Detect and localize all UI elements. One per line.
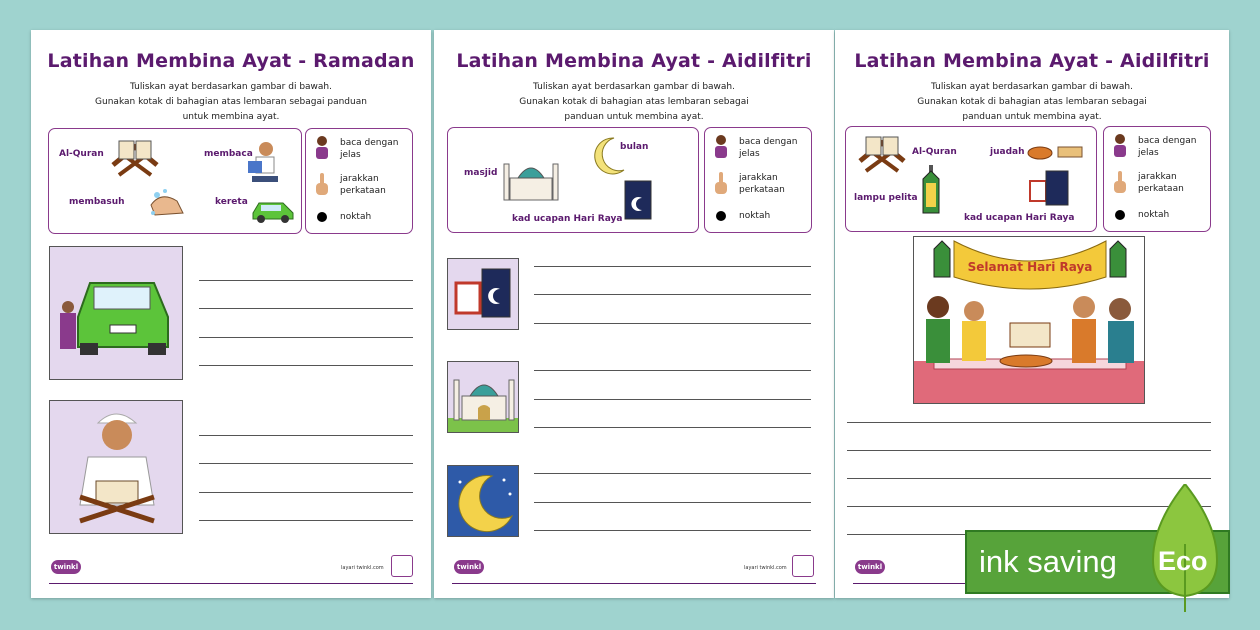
instruction-line: untuk membina ayat.	[182, 112, 280, 122]
crescent-moon-icon	[588, 134, 628, 178]
picture-car-wash	[49, 246, 183, 380]
writing-line	[847, 478, 1211, 479]
guide-read-text: baca dengan jelas	[1138, 136, 1197, 158]
full-stop-icon	[716, 211, 726, 221]
greeting-card-icon	[1028, 169, 1072, 207]
guide-read-text: baca dengan jelas	[739, 137, 798, 159]
word-kad-ucapan: kad ucapan Hari Raya	[964, 213, 1075, 223]
quality-badge-icon	[792, 555, 814, 577]
writing-guide-box	[1103, 126, 1211, 232]
picture-crescent-moon	[447, 465, 519, 537]
twinkl-logo: twinkl	[51, 560, 81, 574]
quality-badge-icon	[391, 555, 413, 577]
writing-line	[199, 365, 413, 366]
worksheet-aidilfitri-1	[434, 30, 834, 598]
guide-spacing-text: jarakkan perkataan	[1138, 172, 1184, 194]
footer-divider	[452, 583, 816, 584]
worksheet-instructions	[835, 80, 1229, 125]
instruction-line: panduan untuk membina ayat.	[962, 112, 1102, 122]
reading-child-icon	[713, 134, 729, 160]
writing-line	[847, 450, 1211, 451]
guide-spacing-text: jarakkan perkataan	[739, 173, 785, 195]
washing-hands-icon	[147, 187, 187, 221]
vocabulary-box	[447, 127, 699, 233]
eco-label: Eco	[1158, 546, 1208, 576]
worksheet-title: Latihan Membina Ayat - Aidilfitri	[456, 50, 812, 72]
instruction-line: panduan untuk membina ayat.	[564, 112, 704, 122]
quran-stand-icon	[109, 135, 161, 179]
writing-line	[534, 399, 811, 400]
writing-line	[199, 280, 413, 281]
guide-dot-text: noktah	[1138, 210, 1170, 220]
picture-mosque	[447, 361, 519, 433]
writing-line	[199, 308, 413, 309]
writing-line	[534, 473, 811, 474]
worksheet-instructions	[434, 80, 834, 125]
instruction-line: Tuliskan ayat berdasarkan gambar di bawah.	[130, 82, 332, 92]
footer-url: layari twinkl.com	[744, 565, 787, 571]
word-juadah: juadah	[990, 147, 1025, 157]
footer-url: layari twinkl.com	[341, 565, 384, 571]
guide-dot-text: noktah	[739, 211, 771, 221]
full-stop-icon	[1115, 210, 1125, 220]
greeting-card-icon	[624, 180, 652, 220]
car-icon	[249, 197, 297, 223]
instruction-line: Gunakan kotak di bahagian atas lembaran sebagai panduan	[95, 97, 367, 107]
picture-boy-reading-quran	[49, 400, 183, 534]
writing-line	[534, 294, 811, 295]
pointing-finger-icon	[713, 172, 729, 196]
footer-divider	[49, 583, 413, 584]
picture-greeting-cards	[447, 258, 519, 330]
writing-line	[847, 422, 1211, 423]
guide-spacing-text: jarakkan perkataan	[340, 174, 386, 196]
writing-line	[534, 323, 811, 324]
pointing-finger-icon	[1112, 171, 1128, 195]
quran-stand-icon	[856, 131, 908, 175]
reading-child-icon	[314, 135, 330, 161]
writing-line	[199, 520, 413, 521]
word-kereta: kereta	[215, 197, 248, 207]
vocabulary-box	[48, 128, 302, 234]
worksheet-ramadan	[31, 30, 431, 598]
guide-dot-text: noktah	[340, 212, 372, 222]
lantern-icon	[920, 165, 942, 225]
mosque-icon	[502, 156, 560, 202]
instruction-line: Gunakan kotak di bahagian atas lembaran sebagai	[519, 97, 749, 107]
child-reading-icon	[244, 139, 284, 187]
picture-hari-raya-celebration	[913, 236, 1145, 404]
word-al-quran: Al-Quran	[59, 149, 104, 159]
word-membaca: membaca	[204, 149, 253, 159]
word-lampu-pelita: lampu pelita	[854, 193, 918, 203]
word-membasuh: membasuh	[69, 197, 125, 207]
writing-line	[534, 530, 811, 531]
writing-line	[199, 463, 413, 464]
celebration-banner: Selamat Hari Raya	[967, 260, 1093, 274]
worksheet-title: Latihan Membina Ayat - Aidilfitri	[854, 50, 1210, 72]
writing-line	[534, 427, 811, 428]
word-masjid: masjid	[464, 168, 498, 178]
instruction-line: Tuliskan ayat berdasarkan gambar di bawah.	[533, 82, 735, 92]
reading-child-icon	[1112, 133, 1128, 159]
ink-saving-label: ink saving	[979, 544, 1117, 579]
guide-read-text: baca dengan jelas	[340, 138, 399, 160]
twinkl-logo: twinkl	[454, 560, 484, 574]
writing-guide-box	[704, 127, 812, 233]
instruction-line: Gunakan kotak di bahagian atas lembaran sebagai	[917, 97, 1147, 107]
instruction-line: Tuliskan ayat berdasarkan gambar di bawah.	[931, 82, 1133, 92]
writing-line	[534, 266, 811, 267]
word-kad-ucapan: kad ucapan Hari Raya	[512, 214, 623, 224]
vocabulary-box	[845, 126, 1097, 232]
pointing-finger-icon	[314, 173, 330, 197]
writing-line	[534, 370, 811, 371]
writing-line	[199, 337, 413, 338]
full-stop-icon	[317, 212, 327, 222]
word-al-quran: Al-Quran	[912, 147, 957, 157]
word-bulan: bulan	[620, 142, 649, 152]
food-plates-icon	[1026, 139, 1086, 163]
worksheet-title: Latihan Membina Ayat - Ramadan	[47, 50, 415, 72]
writing-line	[199, 435, 413, 436]
worksheet-instructions	[31, 80, 431, 125]
writing-line	[199, 492, 413, 493]
writing-guide-box	[305, 128, 413, 234]
twinkl-logo: twinkl	[855, 560, 885, 574]
writing-line	[534, 502, 811, 503]
